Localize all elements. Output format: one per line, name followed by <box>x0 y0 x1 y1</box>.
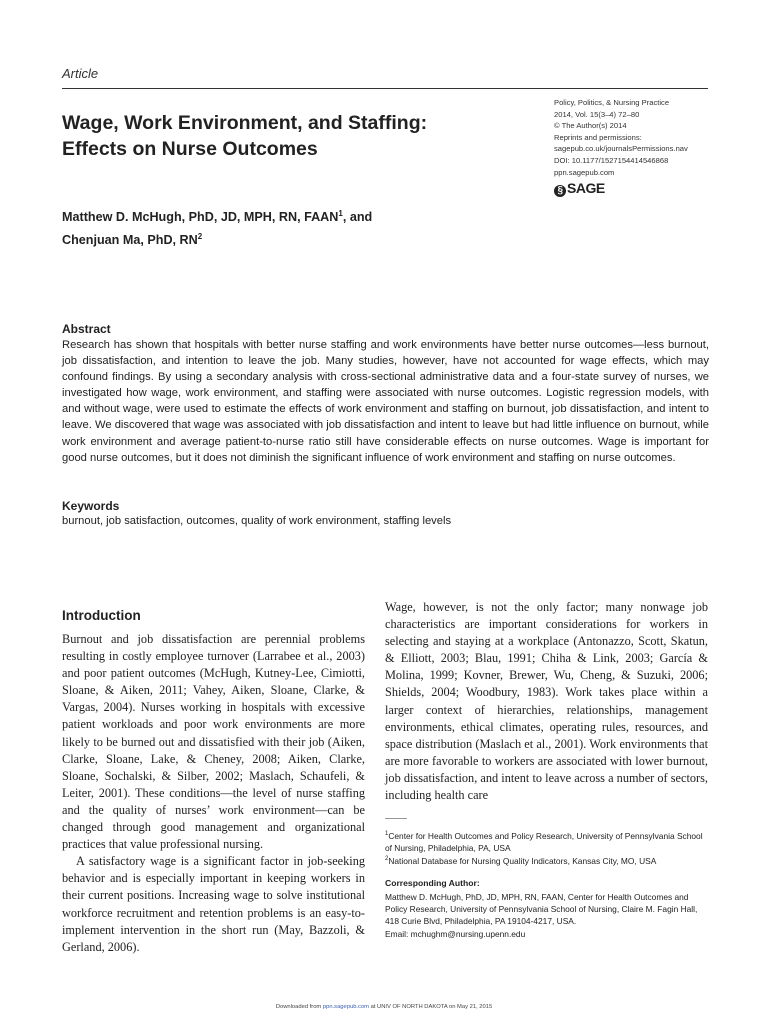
journal-url[interactable]: ppn.sagepub.com <box>554 167 615 177</box>
intro-paragraph-1: Burnout and job dissatisfaction are perennial problems resulting in costly employee turnover (Larrabee et al., 2003) and poor patient outcomes (McHugh, Kutney-Lee, Cimiotti, Sloane, & Aiken, 2011; Vahey, Aiken, Sloane, Clarke, & Vargas, 2004). Nurses working in hospitals with excessive patient workloads and poor work environments are more likely to be burned out and dissatisfied with their job (Aiken, Clarke, Sloane, Lake, & Cheney, 2008; Aiken, Clarke, Sloane, Sochalski, & Silber, 2002; Maslach, Schaufeli, & Leiter, 2001). These conditions—the level of nurse staffing and the quality of nurses’ work environment—can be changed through good management and organizational practices that value professional nursing. <box>62 632 365 852</box>
doi[interactable]: DOI: 10.1177/1527154414546868 <box>554 155 669 165</box>
abstract-text: Research has shown that hospitals with better nurse staffing and work environments have better nurse outcomes—less burnout, job dissatisfaction, and intention to leave the job. Many studies, however, have not accounted for wage effects, which may confound findings. By using a secondary analysis with cross-sectional administrative data and a four-state survey of nurses, we investigated how wage, work environment, and staffing were associated with nurse outcomes. Logistic regression models, with and without wage, were used to estimate the effects of work environment and staffing on burnout, job dissatisfaction, and intent to leave. We discovered that wage was associated with job dissatisfaction and intent to leave but had little influence on burnout, while work environment and average patient-to-nurse ratio still have considerable effects on nurse outcomes. Wage is important for good nurse outcomes, but it does not diminish the significant influence of work environment and staffing on nurse outcomes. <box>62 339 709 464</box>
body-column-left <box>62 631 365 956</box>
title-line-1: Wage, Work Environment, and Staffing: <box>62 112 428 134</box>
keywords-text: burnout, job satisfaction, outcomes, quality of work environment, staffing levels <box>62 515 452 527</box>
corresponding-author-address: Matthew D. McHugh, PhD, JD, MPH, RN, FAAN, Center for Health Outcomes and Policy Research, University of Pennsylvania School of Nursing, Claire M. Fagin Hall, 418 Curie Blvd, Philadelphia, PA 19104-4217, USA. <box>385 892 698 927</box>
reprints-label: Reprints and permissions: <box>554 132 642 142</box>
author-2-name: Chenjuan Ma, PhD, RN <box>62 233 198 248</box>
corresponding-author-email[interactable]: Email: mchughm@nursing.upenn.edu <box>385 928 526 939</box>
sage-mark-icon: § <box>554 185 566 197</box>
download-link[interactable]: ppn.sagepub.com <box>322 1004 369 1010</box>
authors <box>62 204 622 250</box>
paper-title <box>62 110 532 162</box>
download-notice <box>0 1004 768 1010</box>
title-line-2: Effects on Nurse Outcomes <box>62 138 318 160</box>
footnote-2-text: National Database for Nursing Quality Indicators, Kansas City, MO, USA <box>388 855 657 866</box>
journal-name: Policy, Politics, & Nursing Practice <box>554 98 670 107</box>
copyright: © The Author(s) 2014 <box>554 121 627 131</box>
footnote-1-text: Center for Health Outcomes and Policy Research, University of Pennsylvania School of Nursing, Philadelphia, PA, USA <box>385 830 703 853</box>
intro-paragraph-2: A satisfactory wage is a significant factor in job-seeking behavior and is especially important in keeping workers in their current positions. Increasing wage to solve institutional workforce recruitment and retention problems is an easy-to-implement intervention in the short run (May, Bazzoli, & Gerland, 2006). <box>62 854 365 954</box>
author-separator: , and <box>342 210 373 225</box>
author-1-affiliation: 1 <box>338 209 343 218</box>
download-prefix: Downloaded from <box>275 1004 322 1010</box>
introduction-heading: Introduction <box>62 608 141 623</box>
permissions-link[interactable]: sagepub.co.uk/journalsPermissions.nav <box>554 144 688 154</box>
journal-info <box>554 97 754 178</box>
footnote-affiliation-2 <box>385 853 708 867</box>
intro-paragraph-3: Wage, however, is not the only factor; many nonwage job characteristics are important considerations for workers in selecting and staying at a workplace (Antonazzo, Scott, Skatun, & Elliott, 2003; Blau, 1991; Chiha & Link, 2003; García & Molina, 1999; Kovner, Brewer, Wu, Cheng, & Suzuki, 2006; Shields, 2004; Woodbury, 1983). Work takes place within a larger context of hierarchies, relationships, management environments, ethical climates, operating rules, resources, and space distribution (Maslach et al., 2001). Work environments that are more favorable to workers are associated with lower burnout, job dissatisfaction, and intent to leave across a number of sectors, including health care <box>385 600 708 803</box>
footnote-affiliation-1 <box>385 828 708 854</box>
author-line-1 <box>62 204 622 227</box>
keywords-heading: Keywords <box>62 499 120 513</box>
corresponding-author <box>385 891 708 940</box>
journal-volume: 2014, Vol. 15(3–4) 72–80 <box>554 109 640 119</box>
sage-logo-text: SAGE <box>567 180 605 196</box>
author-line-2 <box>62 227 622 250</box>
abstract-heading: Abstract <box>62 322 111 336</box>
footnote-2-mark: 2 <box>385 856 389 862</box>
footnote-1-mark: 1 <box>385 831 389 837</box>
article-type-label: Article <box>62 66 99 81</box>
sage-logo <box>554 180 605 197</box>
author-2-affiliation: 2 <box>197 232 203 242</box>
footnote-rule <box>385 818 407 819</box>
body-column-right <box>385 599 708 804</box>
corresponding-author-heading: Corresponding Author: <box>385 878 480 888</box>
author-1-name: Matthew D. McHugh, PhD, JD, MPH, RN, FAAN <box>62 210 339 225</box>
header-rule <box>62 88 708 89</box>
download-suffix: at UNIV OF NORTH DAKOTA on May 21, 2015 <box>370 1004 493 1010</box>
